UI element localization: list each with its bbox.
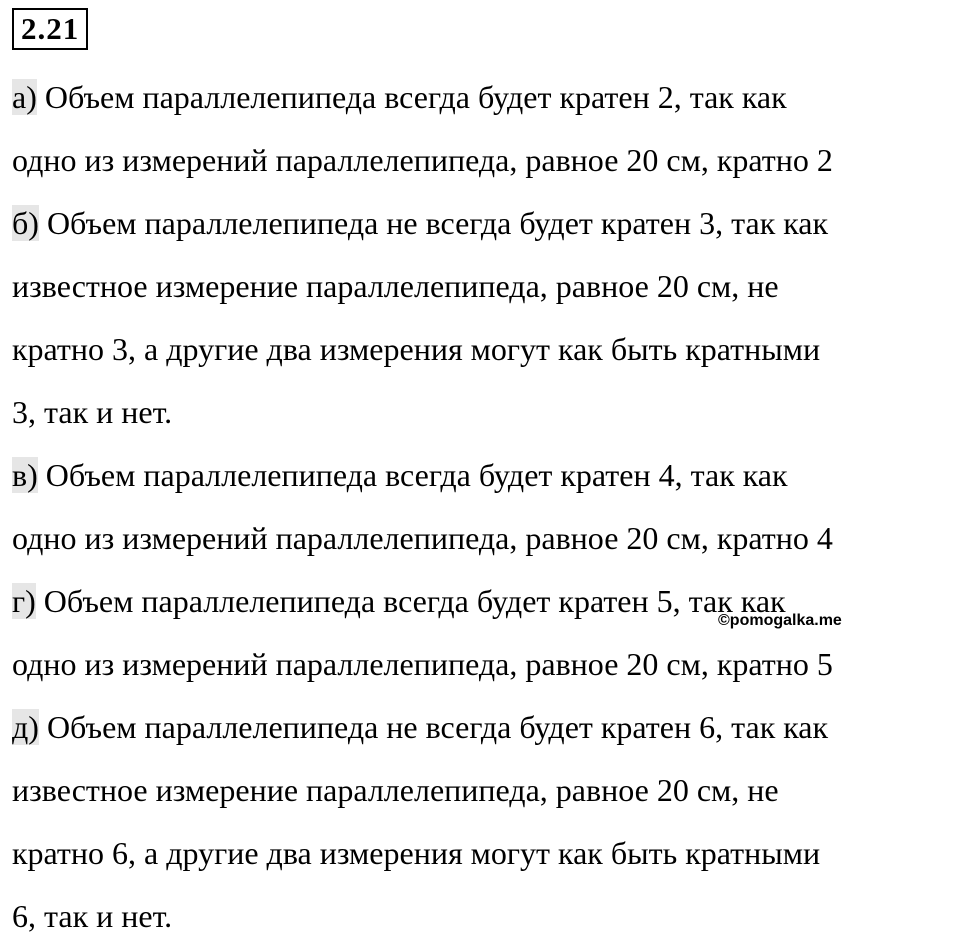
answer-d-line-2: одно из измерений параллелепипеда, равное 20 см, кратно 5	[12, 646, 833, 682]
answer-c-line-2: одно из измерений параллелепипеда, равное 20 см, кратно 4	[12, 520, 833, 556]
answer-d-text-1: Объем параллелепипеда всегда будет кратен 5, так как	[35, 583, 786, 619]
answer-c-label: в)	[12, 457, 38, 493]
answer-c-line-1	[12, 444, 952, 507]
answer-e-line-2: известное измерение параллелепипеда, равное 20 см, не	[12, 772, 779, 808]
answer-b-line-2: известное измерение параллелепипеда, равное 20 см, не	[12, 268, 779, 304]
answer-e-line-1	[12, 696, 952, 759]
answer-a-label: а)	[12, 79, 37, 115]
answer-d-label: г)	[12, 583, 36, 619]
answer-e-text-1: Объем параллелепипеда не всегда будет кратен 6, так как	[38, 709, 829, 745]
answer-b-label: б)	[12, 205, 39, 241]
answer-a-line-1	[12, 66, 952, 129]
answer-a-line-2: одно из измерений параллелепипеда, равное 20 см, кратно 2	[12, 142, 833, 178]
answer-b-text-1: Объем параллелепипеда не всегда будет кратен 3, так как	[38, 205, 829, 241]
watermark: ©pomogalka.me	[718, 612, 842, 629]
answer-e-line-3: кратно 6, а другие два измерения могут как быть кратными	[12, 835, 821, 871]
answer-c-text-1: Объем параллелепипеда всегда будет кратен 4, так как	[37, 457, 788, 493]
task-number: 2.21	[12, 8, 88, 50]
answer-b-line-3: кратно 3, а другие два измерения могут как быть кратными	[12, 331, 821, 367]
answer-e-line-4: 6, так и нет.	[12, 898, 173, 934]
answer-b-line-1	[12, 192, 952, 255]
answer-b-line-4: 3, так и нет.	[12, 394, 173, 430]
answer-e-label: д)	[12, 709, 39, 745]
answer-text	[12, 66, 952, 948]
answer-a-text-1: Объем параллелепипеда всегда будет кратен 2, так как	[36, 79, 787, 115]
